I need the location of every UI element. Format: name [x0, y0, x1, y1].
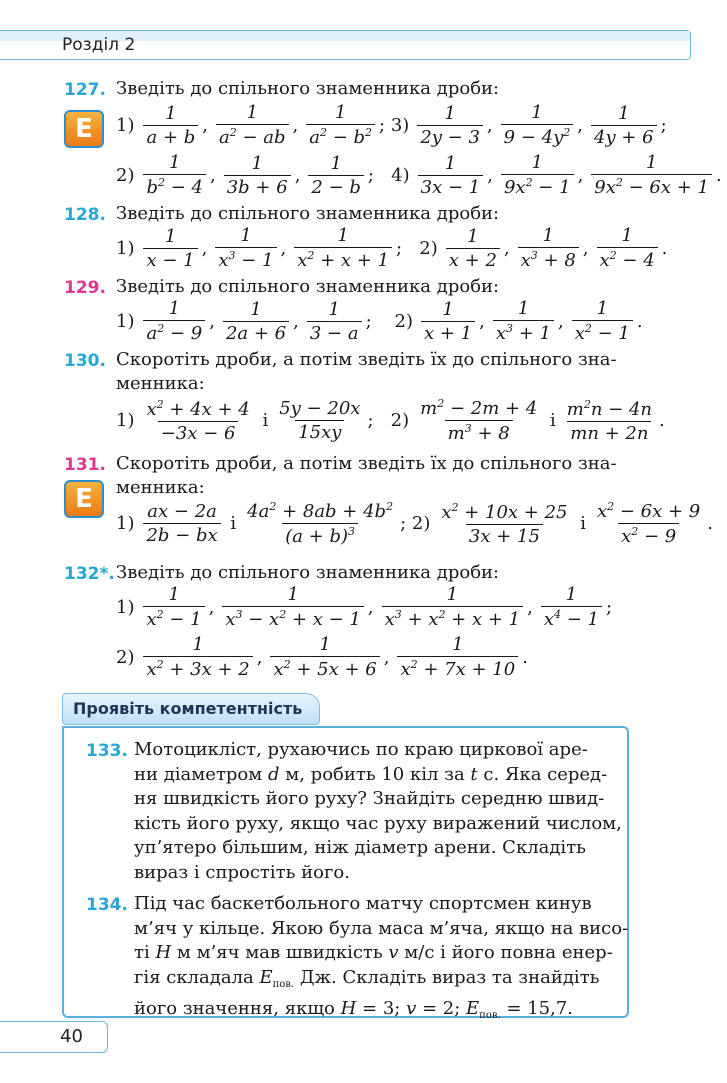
- section-title: Розділ 2: [62, 35, 136, 55]
- problem-129-row: 1) $\frac{1}{a^2 - 9}$ , $\frac{1}{2a + 6}$ , $\frac{1}{3 - a}$ ; 2) $\frac{1}{x + 1}$ , $\frac{1}{x^3 + 1}$ , $\frac{1}{x^2 - 1}$ .: [116, 298, 643, 344]
- problem-131-text: Скоротіть дроби, а потім зведіть їх до спільного зна-: [116, 453, 617, 474]
- problem-127-text: Зведіть до спільного знаменника дроби:: [116, 78, 500, 99]
- problem-131-row: 1) $\frac{ax - 2a}{2b - bx}$ і $\frac{4a^2 + 8ab + 4b^2}{(a + b)^3}$ ; 2) $\frac{x^2 + 10x + 25}{3x + 15}$ і $\frac{x^2 - 6x + 9}{x^2 - 9}$ .: [116, 500, 713, 547]
- problem-133-number: 133.: [86, 741, 128, 761]
- problem-127-row2: 2) $\frac{1}{b^2 - 4}$ , $\frac{1}{3b + 6}$ , $\frac{1}{2 - b}$ ; 4) $\frac{1}{3x - 1}$ , $\frac{1}{9x^2 - 1}$ , $\frac{1}{9x^2 - 6x + 1}$ .: [116, 152, 722, 198]
- page-number: 40: [60, 1026, 83, 1047]
- problem-129-number: 129.: [64, 278, 106, 298]
- problem-130-number: 130.: [64, 351, 106, 371]
- problem-132-text: Зведіть до спільного знаменника дроби:: [116, 562, 500, 583]
- problem-132-number: 132*.: [64, 564, 115, 584]
- competence-title: Проявіть компетентність: [62, 693, 320, 725]
- problem-127-number: 127.: [64, 80, 106, 100]
- e-badge-icon: E: [64, 110, 104, 148]
- problem-129-text: Зведіть до спільного знаменника дроби:: [116, 276, 500, 297]
- problem-127-row1: 1) $\frac{1}{a + b}$ , $\frac{1}{a^2 - ab}$ , $\frac{1}{a^2 - b^2}$ ; 3) $\frac{1}{2y - 3}$ , $\frac{1}{9 - 4y^2}$ , $\frac{1}{4y + 6}$ ;: [116, 102, 667, 148]
- problem-131-text2: менника:: [116, 477, 205, 498]
- problem-132-row1: 1) $\frac{1}{x^2 - 1}$ , $\frac{1}{x^3 - x^2 + x - 1}$ , $\frac{1}{x^3 + x^2 + x + 1}$ , $\frac{1}{x^4 - 1}$ ;: [116, 584, 613, 630]
- e-badge-icon: E: [64, 480, 104, 518]
- problem-134-number: 134.: [86, 895, 128, 915]
- problem-130-text2: менника:: [116, 373, 205, 394]
- problem-130-text: Скоротіть дроби, а потім зведіть їх до спільного зна-: [116, 349, 617, 370]
- problem-128-text: Зведіть до спільного знаменника дроби:: [116, 203, 500, 224]
- problem-132-row2: 2) $\frac{1}{x^2 + 3x + 2}$ , $\frac{1}{x^2 + 5x + 6}$ , $\frac{1}{x^2 + 7x + 10}$ .: [116, 634, 528, 680]
- problem-133-text: Мотоцикліст, рухаючись по краю циркової аре- ни діаметром d м, робить 10 кіл за t с. Яка серед- ня швидкість його руху? Знайдіть середню швид- кість його руху, якщо час руху виражений числом, уп’ятеро більшим, ніж діаметр арени. Складіть вираз і спростіть його.: [134, 739, 622, 883]
- problem-134-text: Під час баскетбольного матчу спортсмен кинув м’яч у кільце. Якою була маса м’яча, якщо на висо- ті H м м’яч мав швидкість v м/с і його повна енер- гія складала $E_{пов.}$ Дж. Складіть вираз та знайдіть його значення, якщо H = 3; v = 2; $E_{пов.} = 15,7$.: [134, 893, 629, 1021]
- problem-128-number: 128.: [64, 205, 106, 225]
- problem-130-row: 1) $\frac{x^2 + 4x + 4}{-3x - 6}$ і $\frac{5y - 20x}{15xy}$ ; 2) $\frac{m^2 - 2m + 4}{m^3 + 8}$ і $\frac{m^2n - 4n}{mn + 2n}$ .: [116, 397, 665, 444]
- page-number-tab: [0, 1021, 108, 1053]
- problem-128-row: 1) $\frac{1}{x - 1}$ , $\frac{1}{x^3 - 1}$ , $\frac{1}{x^2 + x + 1}$ ; 2) $\frac{1}{x + 2}$ , $\frac{1}{x^3 + 8}$ , $\frac{1}{x^2 - 4}$ .: [116, 225, 668, 271]
- section-header: [0, 30, 691, 60]
- problem-131-number: 131.: [64, 455, 106, 475]
